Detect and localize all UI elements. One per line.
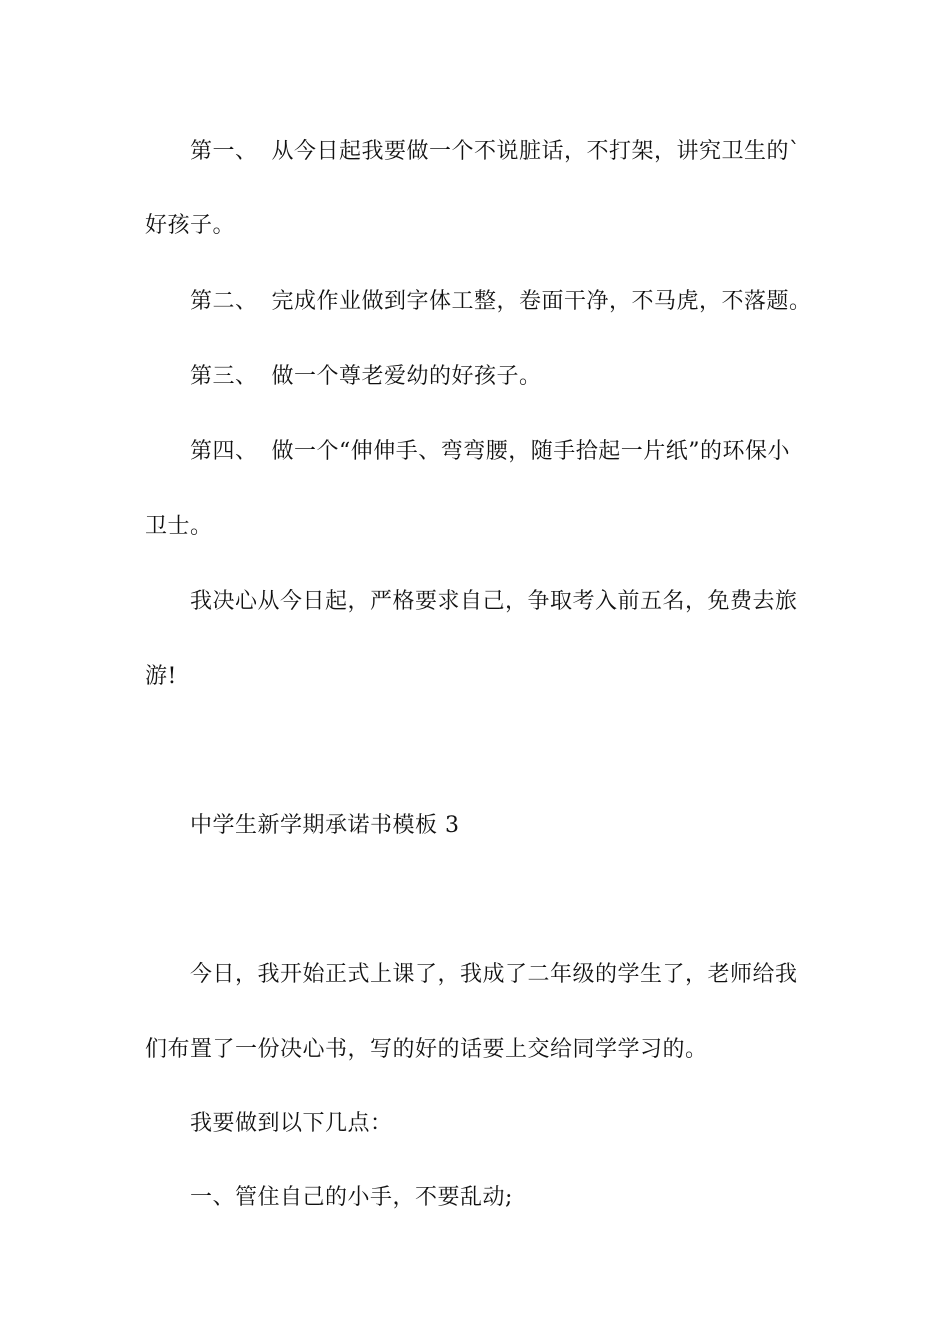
item-3-line (190, 362, 870, 392)
item-4-text: 做一个“伸伸手、弯弯腰，随手拾起一片纸”的环保小 (271, 439, 791, 464)
item-3-text: 做一个尊老爱幼的好孩子。 (271, 364, 542, 389)
paragraph-line-2: 们布置了一份决心书，写的好的话要上交给同学学习的。 (145, 1037, 708, 1062)
paragraph-line-1: 今日，我开始正式上课了，我成了二年级的学生了，老师给我 (190, 962, 798, 987)
item-1-label: 第一、 (190, 139, 258, 164)
resolve-line-1: 我决心从今日起，严格要求自己，争取考入前五名，免费去旅 (190, 589, 798, 614)
item-1-text: 从今日起我要做一个不说脏话，不打架，讲究卫生的` (271, 139, 801, 164)
point-1: 一、管住自己的小手，不要乱动; (190, 1185, 513, 1210)
item-4-label: 第四、 (190, 439, 258, 464)
item-3-label: 第三、 (190, 364, 258, 389)
points-intro: 我要做到以下几点： (190, 1111, 393, 1136)
item-1-line-1 (190, 137, 870, 167)
resolve-line-2: 游! (145, 664, 177, 689)
section-title: 中学生新学期承诺书模板 3 (190, 813, 460, 838)
item-2-line (190, 287, 870, 317)
item-4-line-1 (190, 437, 870, 467)
item-2-label: 第二、 (190, 289, 258, 314)
item-4-line-2: 卫士。 (145, 514, 213, 539)
item-1-line-2: 好孩子。 (145, 213, 236, 238)
item-2-text: 完成作业做到字体工整，卷面干净，不马虎，不落题。 (271, 289, 812, 314)
